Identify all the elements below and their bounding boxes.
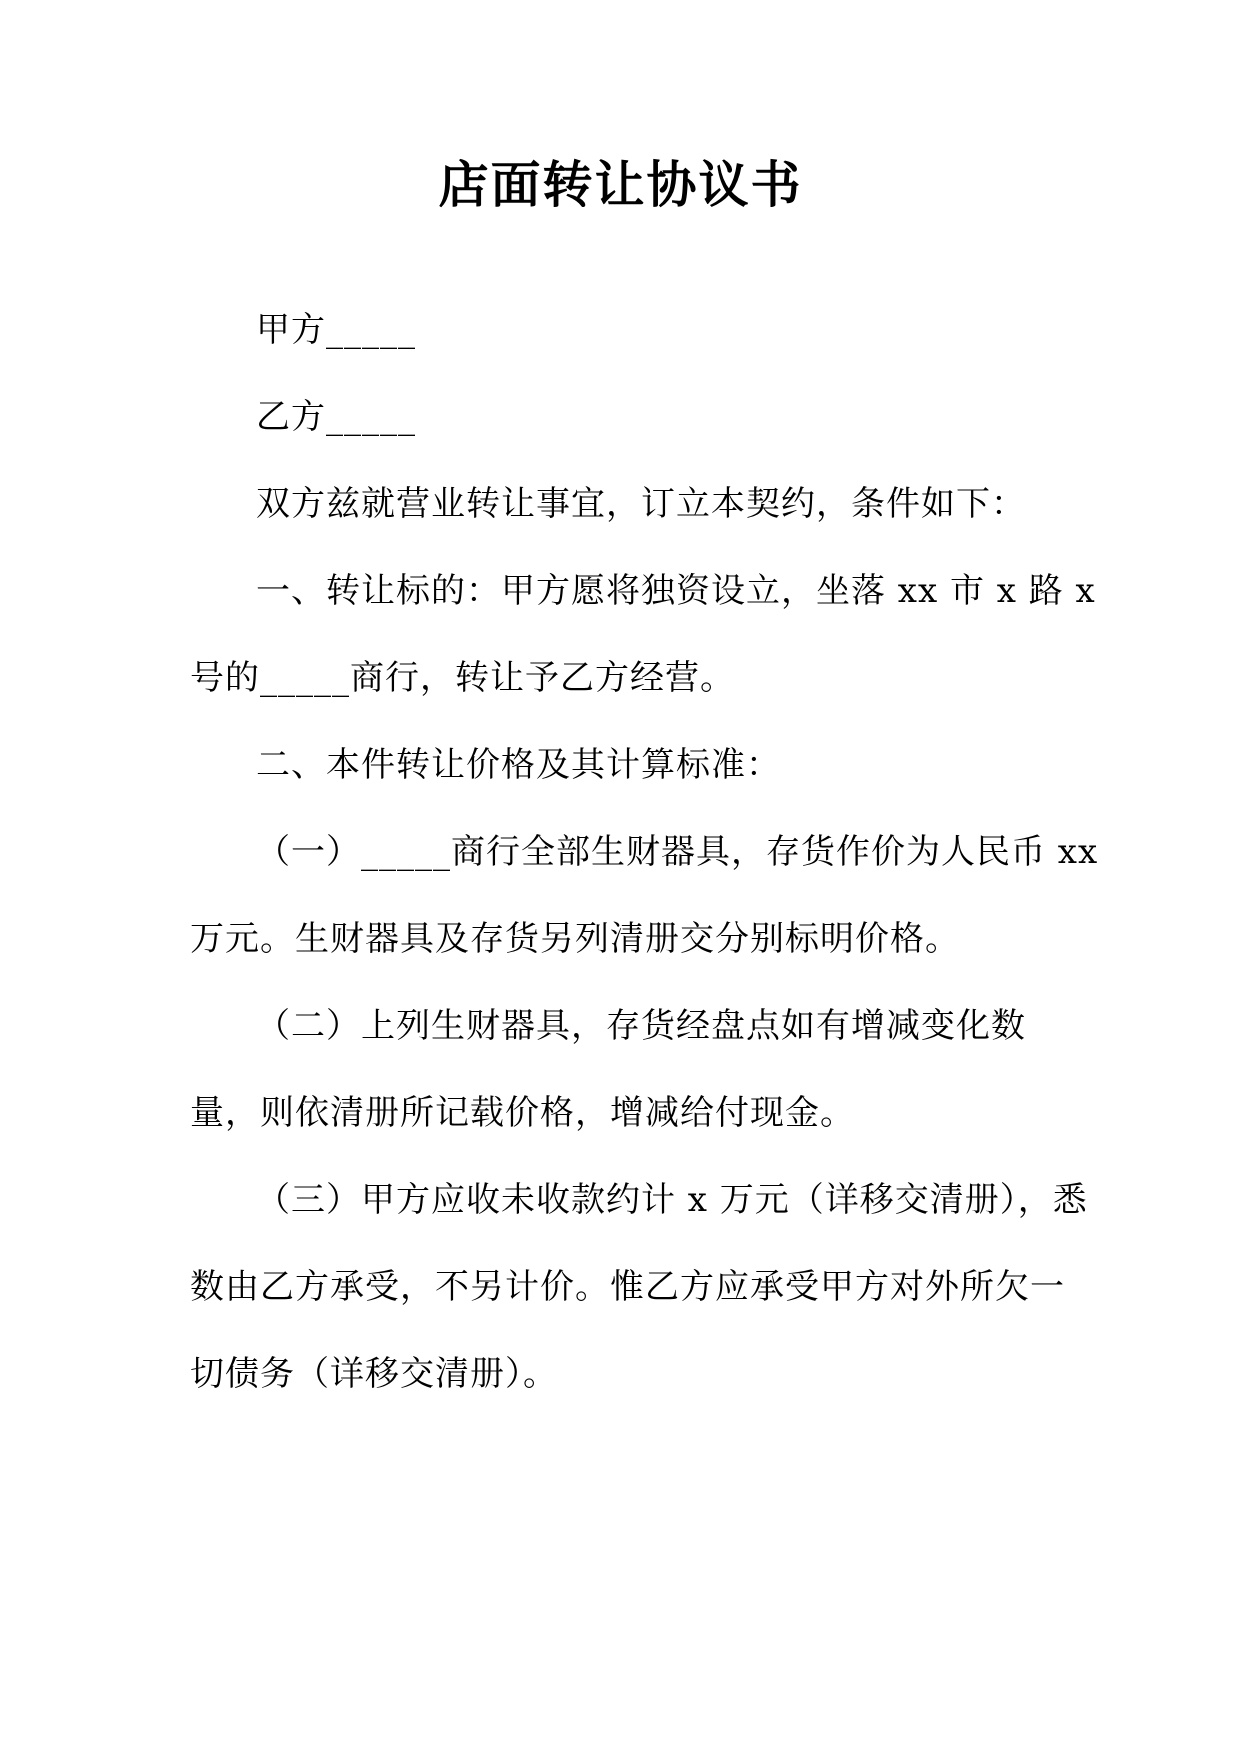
clause-2-3-line-2: 数由乙方承受，不另计价。惟乙方应承受甲方对外所欠一 (190, 1267, 1065, 1307)
clause-1-line-2: 号的_____商行，转让予乙方经营。 (190, 658, 735, 698)
party-b-line: 乙方_____ (256, 397, 416, 437)
clause-2-1-line-1: （一）_____商行全部生财器具，存货作价为人民币 xx (256, 832, 1099, 872)
party-a-line: 甲方_____ (256, 310, 416, 350)
clause-2-3-line-1: （三）甲方应收未收款约计 x 万元（详移交清册），悉 (256, 1180, 1088, 1220)
clause-2-heading: 二、本件转让价格及其计算标准： (256, 745, 781, 785)
preamble-line: 双方兹就营业转让事宜，订立本契约，条件如下： (256, 484, 1026, 524)
document-title: 店面转让协议书 (438, 156, 803, 214)
clause-2-3-line-3: 切债务（详移交清册）。 (190, 1354, 558, 1394)
clause-1-line-1: 一、转让标的：甲方愿将独资设立，坐落 xx 市 x 路 x (256, 571, 1096, 611)
clause-2-1-line-2: 万元。生财器具及存货另列清册交分别标明价格。 (190, 919, 960, 959)
clause-2-2-line-1: （二）上列生财器具，存货经盘点如有增减变化数 (256, 1006, 1026, 1046)
clause-2-2-line-2: 量，则依清册所记载价格，增减给付现金。 (190, 1093, 855, 1133)
